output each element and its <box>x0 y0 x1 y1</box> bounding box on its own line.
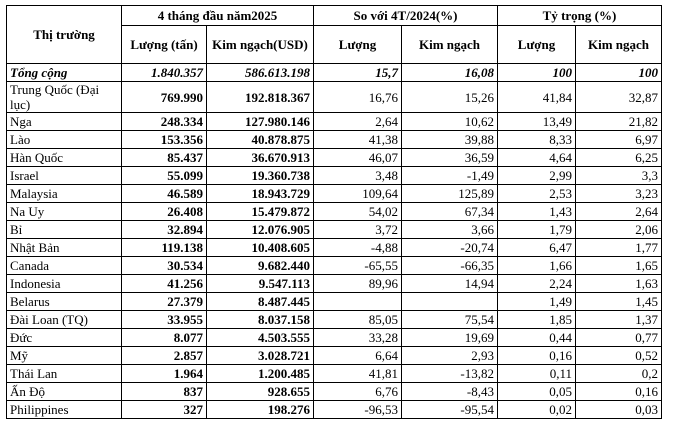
value-cell: 8.487.445 <box>207 293 314 311</box>
value-change-cell: 67,34 <box>402 203 498 221</box>
volume-share-cell: 0,05 <box>498 383 576 401</box>
volume-cell: 46.589 <box>122 185 207 203</box>
value-cell: 4.503.555 <box>207 329 314 347</box>
volume-change-cell: 16,76 <box>314 82 402 113</box>
header-vol-tons: Lượng (tấn) <box>122 26 207 64</box>
value-cell: 198.276 <box>207 401 314 419</box>
volume-cell: 153.356 <box>122 131 207 149</box>
volume-cell: 1.964 <box>122 365 207 383</box>
table-row <box>7 185 662 203</box>
volume-cell: 55.099 <box>122 167 207 185</box>
volume-share-cell: 0,02 <box>498 401 576 419</box>
volume-cell: 327 <box>122 401 207 419</box>
country-name: Na Uy <box>7 203 122 221</box>
country-name: Canada <box>7 257 122 275</box>
value-cell: 12.076.905 <box>207 221 314 239</box>
volume-share-cell: 6,47 <box>498 239 576 257</box>
value-cell: 40.878.875 <box>207 131 314 149</box>
volume-share-cell: 2,99 <box>498 167 576 185</box>
value-change-cell: 15,26 <box>402 82 498 113</box>
table-row <box>7 275 662 293</box>
value-share-cell: 6,97 <box>576 131 662 149</box>
volume-share-cell: 2,53 <box>498 185 576 203</box>
volume-cell: 30.534 <box>122 257 207 275</box>
volume-share-cell: 1,49 <box>498 293 576 311</box>
table-row <box>7 113 662 131</box>
country-name: Philippines <box>7 401 122 419</box>
table-row <box>7 365 662 383</box>
volume-cell: 27.379 <box>122 293 207 311</box>
volume-share-cell: 1,79 <box>498 221 576 239</box>
value-cell: 9.682.440 <box>207 257 314 275</box>
header-value-usd: Kim ngạch(USD) <box>207 26 314 64</box>
volume-cell: 119.138 <box>122 239 207 257</box>
value-share-cell: 6,25 <box>576 149 662 167</box>
volume-change-cell: -96,53 <box>314 401 402 419</box>
volume-cell: 32.894 <box>122 221 207 239</box>
value-change-cell: -13,82 <box>402 365 498 383</box>
country-name: Malaysia <box>7 185 122 203</box>
volume-share-cell: 0,16 <box>498 347 576 365</box>
value-share-cell: 2,06 <box>576 221 662 239</box>
value-cell: 8.037.158 <box>207 311 314 329</box>
volume-cell: 2.857 <box>122 347 207 365</box>
table-row <box>7 82 662 113</box>
value-share-cell: 0,2 <box>576 365 662 383</box>
table-row <box>7 239 662 257</box>
volume-share-cell: 41,84 <box>498 82 576 113</box>
table-row <box>7 257 662 275</box>
country-name: Ấn Độ <box>7 383 122 401</box>
table-row <box>7 221 662 239</box>
table-row <box>7 131 662 149</box>
volume-share-cell: 1,43 <box>498 203 576 221</box>
country-name: Lào <box>7 131 122 149</box>
value-change-cell: 125,89 <box>402 185 498 203</box>
volume-change-cell: 41,38 <box>314 131 402 149</box>
header-compare: So với 4T/2024(%) <box>314 6 498 26</box>
total-vol-chg: 15,7 <box>314 64 402 82</box>
value-cell: 36.670.913 <box>207 149 314 167</box>
header-period: 4 tháng đầu năm2025 <box>122 6 314 26</box>
volume-share-cell: 4,64 <box>498 149 576 167</box>
volume-share-cell: 1,66 <box>498 257 576 275</box>
value-cell: 127.980.146 <box>207 113 314 131</box>
volume-change-cell: 33,28 <box>314 329 402 347</box>
volume-change-cell: 41,81 <box>314 365 402 383</box>
table-row <box>7 167 662 185</box>
value-cell: 192.818.367 <box>207 82 314 113</box>
value-change-cell: 36,59 <box>402 149 498 167</box>
volume-change-cell: 109,64 <box>314 185 402 203</box>
country-name: Mỹ <box>7 347 122 365</box>
table-row <box>7 383 662 401</box>
volume-share-cell: 0,44 <box>498 329 576 347</box>
value-change-cell: -8,43 <box>402 383 498 401</box>
volume-share-cell: 1,85 <box>498 311 576 329</box>
table-row <box>7 311 662 329</box>
total-vol-share: 100 <box>498 64 576 82</box>
header-value-share: Kim ngạch <box>576 26 662 64</box>
header-market: Thị trường <box>7 6 122 64</box>
value-cell: 18.943.729 <box>207 185 314 203</box>
value-share-cell: 3,23 <box>576 185 662 203</box>
volume-cell: 26.408 <box>122 203 207 221</box>
volume-cell: 85.437 <box>122 149 207 167</box>
volume-change-cell: 46,07 <box>314 149 402 167</box>
value-share-cell: 2,64 <box>576 203 662 221</box>
country-name: Israel <box>7 167 122 185</box>
country-name: Belarus <box>7 293 122 311</box>
header-value-chg: Kim ngạch <box>402 26 498 64</box>
value-cell: 928.655 <box>207 383 314 401</box>
header-share: Tỷ trọng (%) <box>498 6 662 26</box>
volume-change-cell: 85,05 <box>314 311 402 329</box>
value-share-cell: 21,82 <box>576 113 662 131</box>
value-change-cell: -20,74 <box>402 239 498 257</box>
volume-cell: 8.077 <box>122 329 207 347</box>
value-cell: 19.360.738 <box>207 167 314 185</box>
volume-share-cell: 0,11 <box>498 365 576 383</box>
header-vol-chg: Lượng <box>314 26 402 64</box>
value-change-cell: -66,35 <box>402 257 498 275</box>
value-change-cell: 2,93 <box>402 347 498 365</box>
value-share-cell: 1,65 <box>576 257 662 275</box>
total-value-chg: 16,08 <box>402 64 498 82</box>
volume-change-cell: 89,96 <box>314 275 402 293</box>
country-name: Indonesia <box>7 275 122 293</box>
value-change-cell: 75,54 <box>402 311 498 329</box>
country-name: Đức <box>7 329 122 347</box>
table-row <box>7 149 662 167</box>
country-name: Nhật Bản <box>7 239 122 257</box>
value-share-cell: 0,03 <box>576 401 662 419</box>
value-cell: 15.479.872 <box>207 203 314 221</box>
country-name: Trung Quốc (Đại lục) <box>7 82 122 113</box>
value-change-cell: -1,49 <box>402 167 498 185</box>
volume-cell: 769.990 <box>122 82 207 113</box>
volume-change-cell: 6,76 <box>314 383 402 401</box>
volume-share-cell: 8,33 <box>498 131 576 149</box>
value-change-cell: 19,69 <box>402 329 498 347</box>
total-row <box>7 64 662 82</box>
country-name: Đài Loan (TQ) <box>7 311 122 329</box>
value-share-cell: 32,87 <box>576 82 662 113</box>
volume-share-cell: 2,24 <box>498 275 576 293</box>
volume-change-cell: 2,64 <box>314 113 402 131</box>
value-cell: 10.408.605 <box>207 239 314 257</box>
total-value-share: 100 <box>576 64 662 82</box>
value-share-cell: 3,3 <box>576 167 662 185</box>
volume-change-cell: 6,64 <box>314 347 402 365</box>
trade-table-container <box>6 5 662 419</box>
volume-cell: 837 <box>122 383 207 401</box>
country-name: Hàn Quốc <box>7 149 122 167</box>
value-share-cell: 1,37 <box>576 311 662 329</box>
volume-cell: 248.334 <box>122 113 207 131</box>
volume-share-cell: 13,49 <box>498 113 576 131</box>
table-row <box>7 203 662 221</box>
value-share-cell: 0,52 <box>576 347 662 365</box>
value-share-cell: 1,77 <box>576 239 662 257</box>
volume-cell: 33.955 <box>122 311 207 329</box>
value-cell: 3.028.721 <box>207 347 314 365</box>
volume-change-cell <box>314 293 402 311</box>
value-change-cell: 14,94 <box>402 275 498 293</box>
value-cell: 1.200.485 <box>207 365 314 383</box>
value-change-cell: 39,88 <box>402 131 498 149</box>
value-share-cell: 1,63 <box>576 275 662 293</box>
value-share-cell: 0,16 <box>576 383 662 401</box>
table-row <box>7 401 662 419</box>
value-change-cell <box>402 293 498 311</box>
trade-table <box>6 5 662 419</box>
volume-change-cell: 3,48 <box>314 167 402 185</box>
country-name: Thái Lan <box>7 365 122 383</box>
total-value: 586.613.198 <box>207 64 314 82</box>
value-change-cell: -95,54 <box>402 401 498 419</box>
value-cell: 9.547.113 <box>207 275 314 293</box>
volume-change-cell: 54,02 <box>314 203 402 221</box>
value-share-cell: 1,45 <box>576 293 662 311</box>
table-row <box>7 347 662 365</box>
volume-change-cell: -65,55 <box>314 257 402 275</box>
value-change-cell: 3,66 <box>402 221 498 239</box>
total-vol: 1.840.357 <box>122 64 207 82</box>
volume-cell: 41.256 <box>122 275 207 293</box>
header-vol-share: Lượng <box>498 26 576 64</box>
table-row <box>7 329 662 347</box>
country-name: Bỉ <box>7 221 122 239</box>
value-share-cell: 0,77 <box>576 329 662 347</box>
value-change-cell: 10,62 <box>402 113 498 131</box>
volume-change-cell: 3,72 <box>314 221 402 239</box>
table-row <box>7 293 662 311</box>
volume-change-cell: -4,88 <box>314 239 402 257</box>
total-name: Tổng cộng <box>7 64 122 82</box>
country-name: Nga <box>7 113 122 131</box>
